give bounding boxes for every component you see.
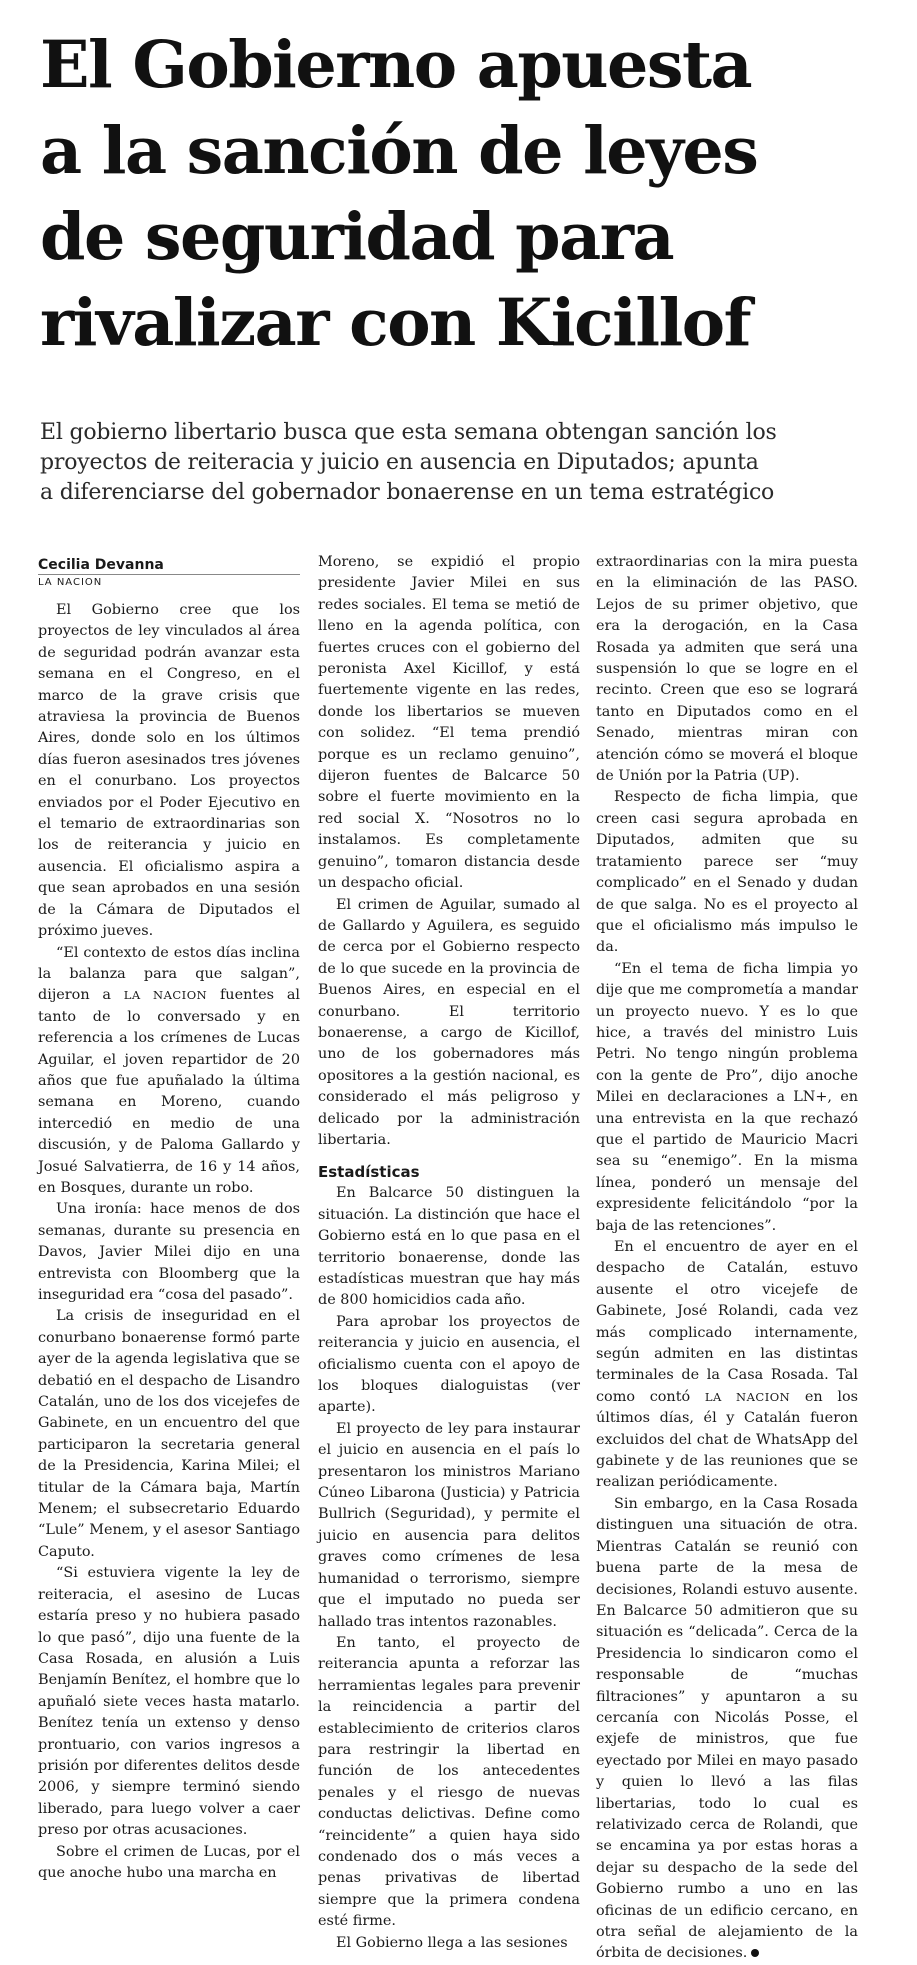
headline-line: a la sanción de leyes	[40, 113, 758, 189]
paragraph: En Balcarce 50 distinguen la situación. La distinción que hace el Gobierno está en lo que pasa en el territorio bonaerense, donde las estadísticas muestran que hay más de 800 homicidios cada año.	[318, 1185, 580, 1309]
paragraph: En tanto, el proyecto de reiterancia apunta a reforzar las herramientas legales para prevenir la reincidencia a partir del establecimiento de criterios claros para restringir la libertad en función de los antecedentes penales y el riesgo de nuevas conductas delictivas. Define como “reincidente” a quien haya sido condenado dos o más veces a penas privativas de libertad siempre que la primera condena esté firme.	[318, 1634, 580, 1930]
paragraph	[596, 1237, 858, 1494]
article-column-3	[596, 552, 858, 1965]
byline-author: Cecilia Devanna	[38, 557, 164, 573]
outlet-mention: LA NACION	[123, 988, 208, 1003]
paragraph: El crimen de Aguilar, sumado al de Gallardo y Aguilera, es seguido de cerca por el Gobierno respecto de lo que sucede en la provincia de Buenos Aires, en especial en el conurbano. El territorio bonaerense, a cargo de Kicillof, uno de los gobernadores más opositores a la gestión nacional, es considerado el más peligroso y delicado por la administración libertaria.	[318, 896, 580, 1148]
byline-outlet: LA NACION	[38, 577, 103, 588]
paragraph: Moreno, se expidió el propio presidente Javier Milei en sus redes sociales. El tema se metió de lleno en la agenda política, con fuertes cruces con el gobierno del peronista Axel Kicillof, y está fuertemente vigente en las redes, donde los libertarios se mueven con solidez. “El tema prendió porque es un reclamo genuino”, dijeron fuentes de Balcarce 50 sobre el fuerte movimiento en la red social X. “Nosotros no lo instalamos. Es completamente genuino”, tomaron distancia desde un despacho oficial.	[318, 554, 580, 892]
deck-line: proyectos de reiteracia y juicio en ausencia en Diputados; apunta	[40, 450, 759, 475]
paragraph: “En el tema de ficha limpia yo dije que me comprometía a mandar un proyecto nuevo. Y es lo que hice, a través del ministro Luis Petri. No tengo ningún problema con la gente de Pro”, dijo anoche Milei en declaraciones a LN+, en una entrevista en la que rechazó que el partido de Mauricio Macri sea su “enemigo”. En la misma línea, ponderó un mensaje del expresidente felicitándolo “por la baja de las retenciones”.	[596, 960, 858, 1234]
deck-line: El gobierno libertario busca que esta semana obtengan sanción los	[40, 420, 777, 445]
article-column-1	[38, 556, 300, 1884]
paragraph: “Si estuviera vigente la ley de reiteracia, el asesino de Lucas estaría preso y no hubiera pasado lo que pasó”, dijo una fuente de la Casa Rosada, en alusión a Luis Benjamín Benítez, el hombre que lo apuñaló siete veces hasta matarlo. Benítez tenía un extenso y denso prontuario, con varios ingresos a prisión por diferentes delitos desde 2006, y siempre terminó siendo liberado, para luego volver a caer preso por otras acusaciones.	[38, 1565, 300, 1839]
paragraph-text: En el encuentro de ayer en el despacho de Catalán, estuvo ausente el otro vicejefe de Gabinete, José Rolandi, cada vez más complicado internamente, según admiten en las distintas terminales de la Casa Rosada. Tal como contó	[596, 1239, 858, 1405]
headline	[40, 22, 900, 366]
section-subhead: Estadísticas	[318, 1163, 420, 1182]
article-column-2	[318, 552, 580, 1954]
end-of-article-icon	[751, 1949, 759, 1957]
paragraph-text: en los últimos días, él y Catalán fueron excluidos del chat de WhatsApp del gabinete y de las reuniones que se realizan periódicamente.	[596, 1388, 859, 1491]
paragraph-text: fuentes al tanto de lo conversado y en referencia a los crímenes de Lucas Aguilar, el joven repartidor de 20 años que fue apuñalado la última semana en Moreno, cuando intercedió en medio de una discusión, y de Paloma Gallardo y Josué Salvatierra, de 16 y 14 años, en Bosques, durante un robo.	[38, 987, 300, 1196]
paragraph: La crisis de inseguridad en el conurbano bonaerense formó parte ayer de la agenda legislativa que se debatió en el despacho de Lisandro Catalán, uno de los dos vicejefes de Gabinete, en un encuentro del que participaron la secretaria general de la Presidencia, Karina Milei; el titular de la Cámara baja, Martín Menem; el subsecretario Eduardo “Lule” Menem, y el asesor Santiago Caputo.	[38, 1308, 300, 1560]
deck-subtitle	[40, 418, 900, 508]
paragraph: Respecto de ficha limpia, que creen casi segura aprobada en Diputados, admiten que su tratamiento parece ser “muy complicado” en el Senado y dudan de que salga. No es el proyecto al que el oficialismo más impulso le da.	[596, 789, 858, 956]
paragraph: El Gobierno cree que los proyectos de ley vinculados al área de seguridad podrán avanzar esta semana en el Congreso, en el marco de la grave crisis que atraviesa la provincia de Buenos Aires, donde solo en los últimos días fueron asesinados tres jóvenes en el conurbano. Los proyectos enviados por el Poder Ejecutivo en el temario de extraordinarias son los de reiterancia y juicio en ausencia. El oficialismo aspira a que sean aprobados en una sesión de la Cámara de Diputados el próximo jueves.	[38, 602, 300, 940]
headline-line: rivalizar con Kicillof	[40, 285, 751, 361]
paragraph: El proyecto de ley para instaurar el juicio en ausencia en el país lo presentaron los ministros Mariano Cúneo Libarona (Justicia) y Patricia Bullrich (Seguridad), y permite el juicio en ausencia para delitos graves como crímenes de lesa humanidad o terrorismo, siempre que el imputado no pueda ser hallado tras intentos razonables.	[318, 1420, 580, 1630]
paragraph-text: “El contexto de estos días inclina la balanza para que salgan”, dijeron a	[38, 944, 300, 1004]
paragraph	[596, 1494, 858, 1965]
deck-line: a diferenciarse del gobernador bonaerense en un tema estratégico	[40, 480, 775, 505]
paragraph	[38, 943, 300, 1200]
paragraph-text: Sin embargo, en la Casa Rosada distinguen una situación de otra. Mientras Catalán se reunió con buena parte de la mesa de decisiones, Rolandi estuvo ausente. En Balcarce 50 admitieron que su situación es “delicada”. Cerca de la Presidencia lo sindicaron como el responsable de “muchas filtraciones” y apuntaron a su cercanía con Nicolás Posse, el exjefe de ministros, que fue eyectado por Milei en mayo pasado y quien lo llevó a las filas libertarias, todo lo cual es relativizado cerca de Rolandi, que se encamina ya por estas horas a dejar su despacho de la sede del Gobierno rumbo a uno en las oficinas de un edificio cercano, en otra señal de alejamiento de la órbita de decisiones.	[596, 1495, 858, 1962]
headline-line: de seguridad para	[40, 199, 674, 275]
paragraph: Una ironía: hace menos de dos semanas, durante su presencia en Davos, Javier Milei dijo en una entrevista con Bloomberg que la inseguridad era “cosa del pasado”.	[38, 1201, 300, 1303]
outlet-mention: LA NACION	[704, 1389, 791, 1404]
paragraph: Sobre el crimen de Lucas, por el que anoche hubo una marcha en	[38, 1843, 300, 1881]
paragraph: Para aprobar los proyectos de reiterancia y juicio en ausencia, el oficialismo cuenta con el apoyo de los bloques dialoguistas (ver aparte).	[318, 1313, 580, 1416]
paragraph: El Gobierno llega a las sesiones	[336, 1934, 568, 1951]
paragraph: extraordinarias con la mira puesta en la eliminación de las PASO. Lejos de su primer objetivo, que era la derogación, en la Casa Rosada ya admiten que será una suspensión lo que se logre en el recinto. Creen que eso se logrará tanto en Diputados como en el Senado, mientras miran con atención cómo se moverá el bloque de Unión por la Patria (UP).	[596, 554, 858, 785]
headline-line: El Gobierno apuesta	[40, 27, 752, 103]
